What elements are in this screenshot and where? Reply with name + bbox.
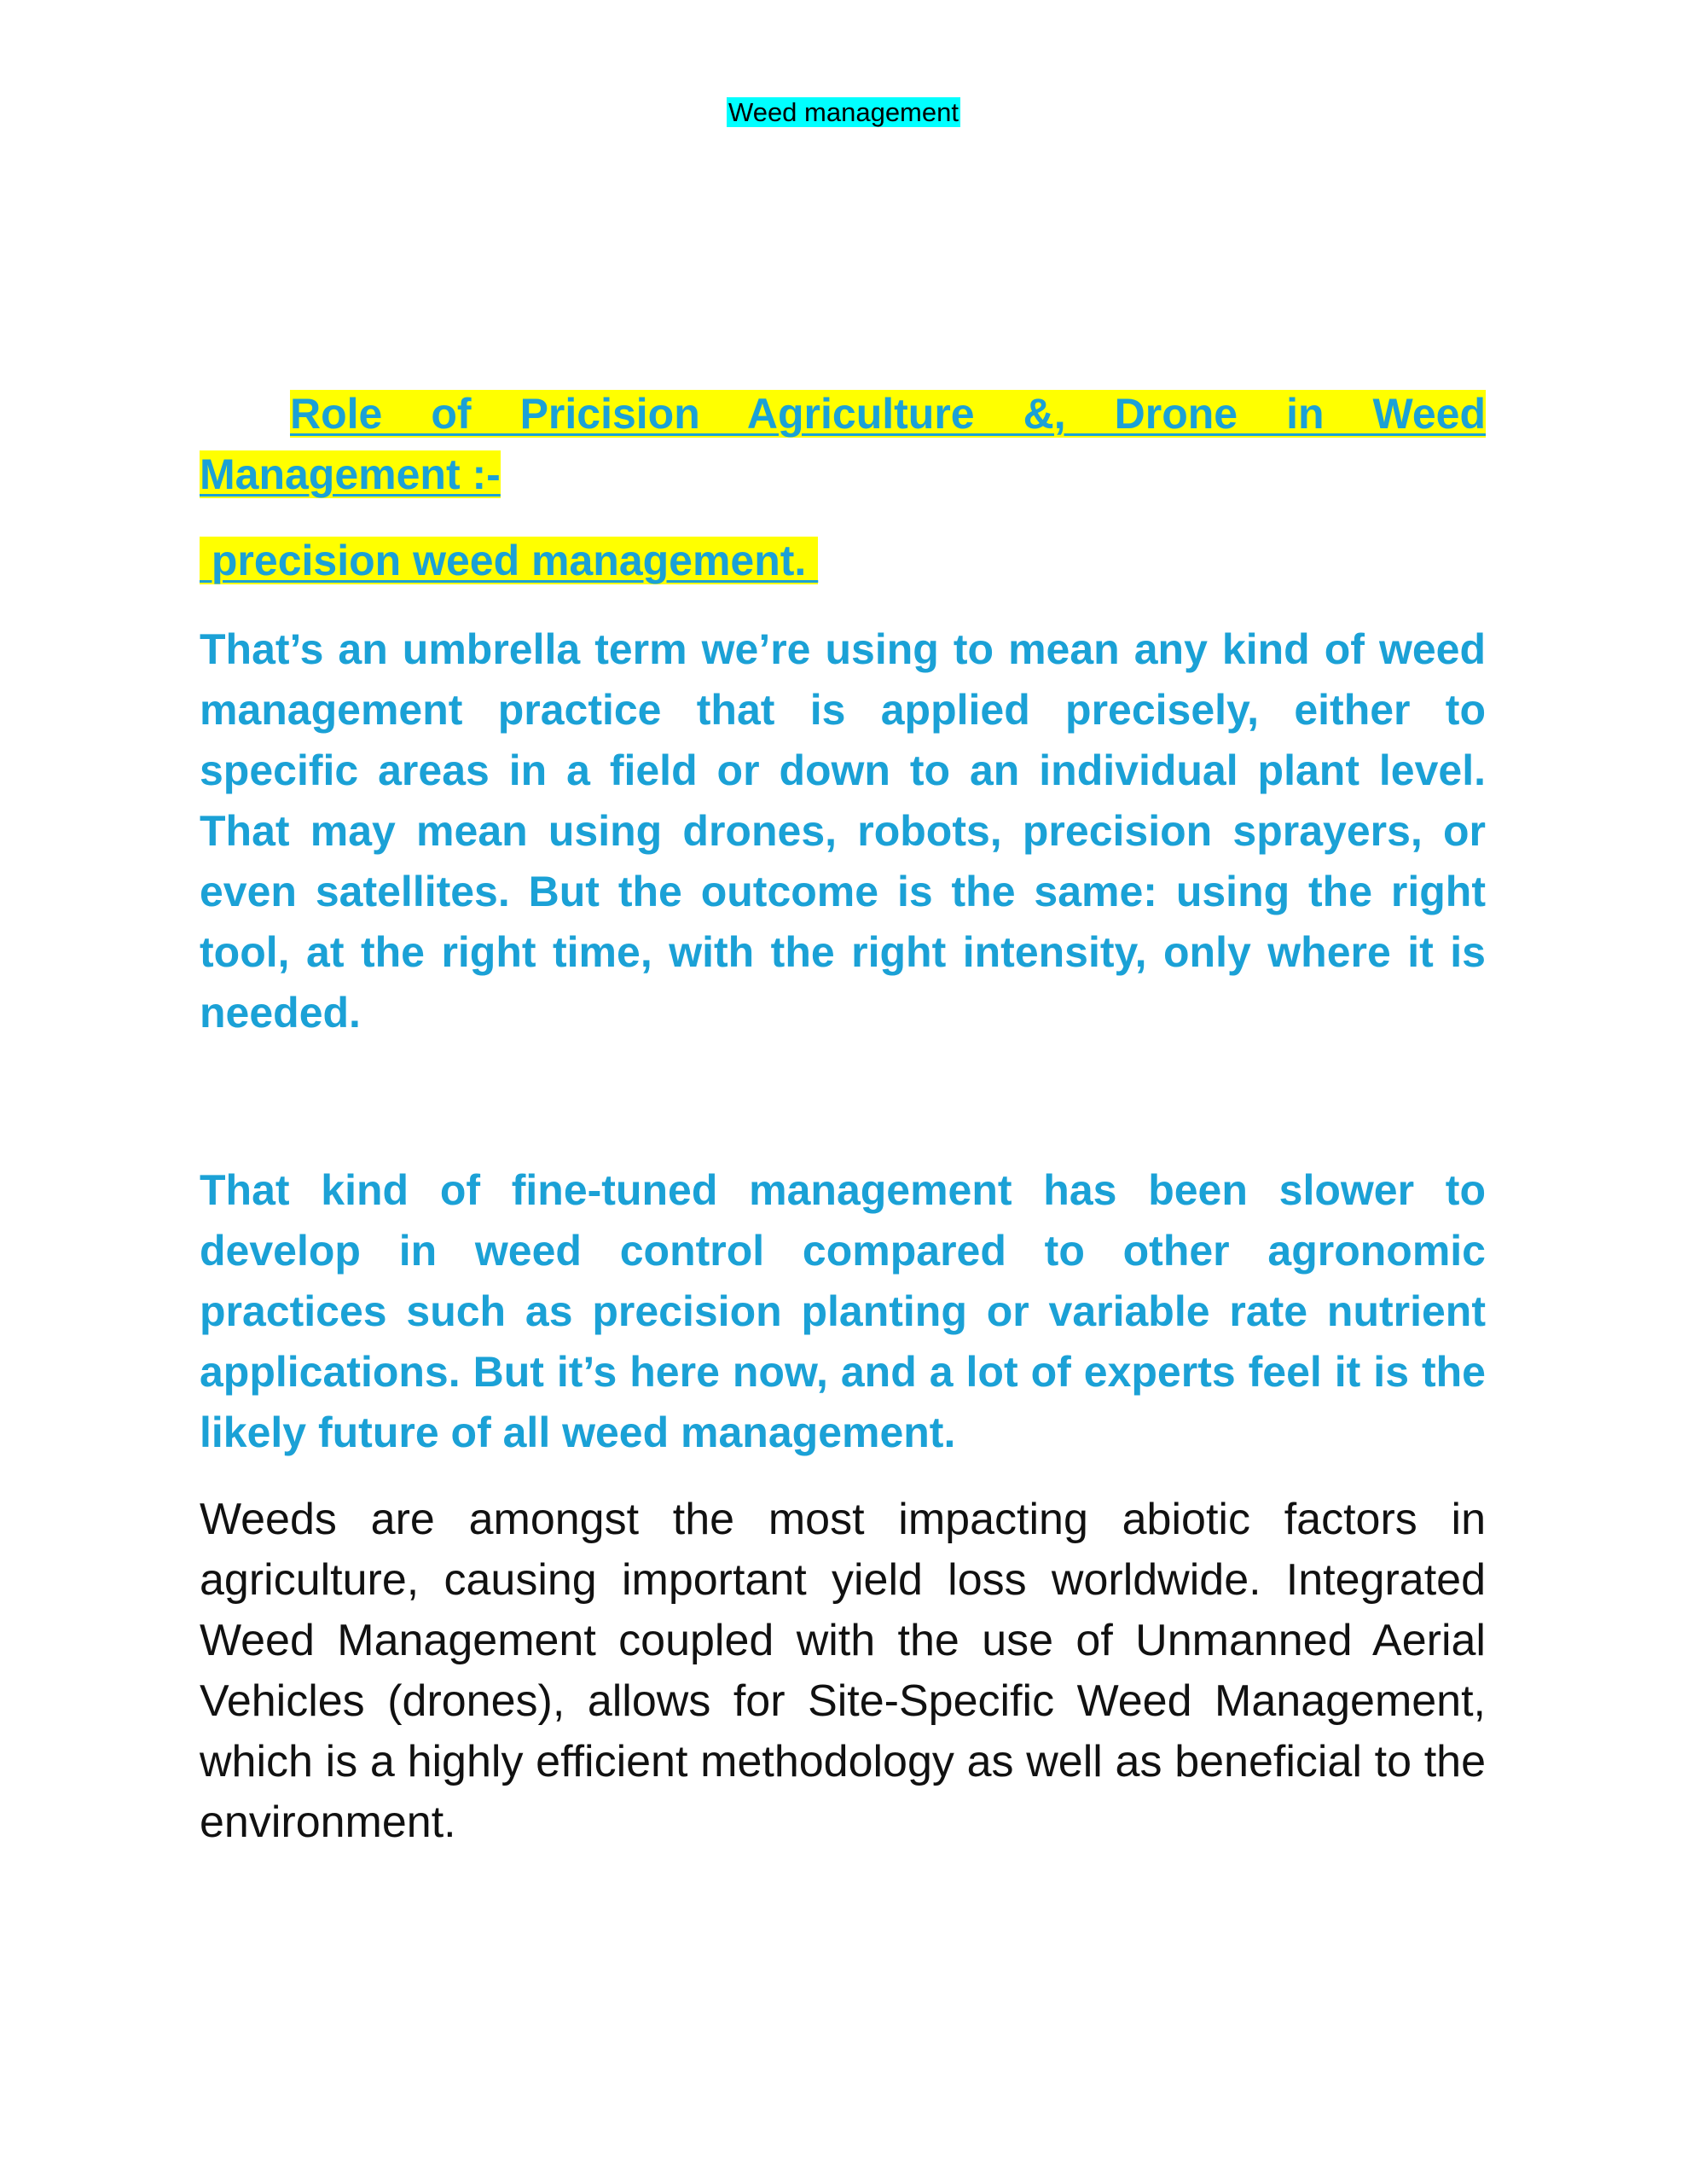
paragraph-2: That kind of fine-tuned management has been slower to develop in weed control compared to other agronomic practices such as precision planting or variable rate nutrient applications. But it’s here now, and a lot of experts feel it is the likely future of all weed management. [200,1166,1486,1456]
document-title-text: Role of Pricision Agriculture &, Drone in Weed Management :- [200,390,1486,498]
document-subtitle [200,531,1486,591]
page-header [0,96,1687,130]
paragraph-3: Weeds are amongst the most impacting abiotic factors in agriculture, causing important yield loss worldwide. Integrated Weed Management coupled with the use of Unmanned Aerial Vehicles (drones), allows for Site-Specific Weed Management, which is a highly efficient methodology as well as beneficial to the environment. [200,1495,1486,1847]
paragraph-1: That’s an umbrella term we’re using to mean any kind of weed management practice that is applied precisely, either to specific areas in a field or down to an individual plant level. That may mean using drones, robots, precision sprayers, or even satellites. But the outcome is the same: using the right tool, at the right time, with the right intensity, only where it is needed. [200,625,1486,1037]
document-subtitle-text: precision weed management. [200,537,819,584]
document-title [200,384,1486,505]
header-text: Weed management [728,97,959,127]
